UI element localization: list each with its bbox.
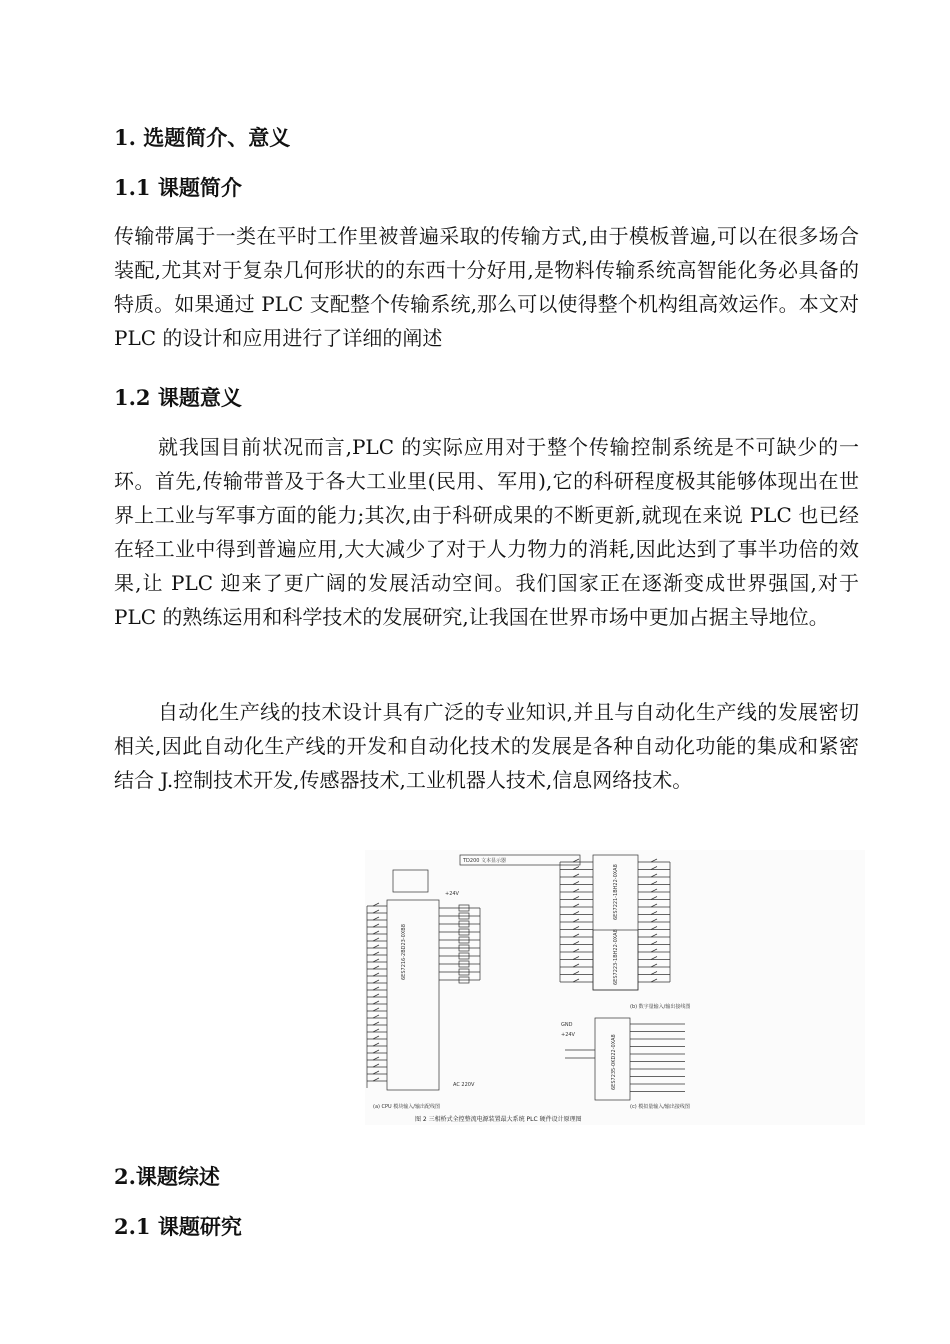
section-1-1-heading: 1.1 课题简介: [114, 175, 242, 200]
section-2-1-heading: 2.1 课题研究: [114, 1214, 242, 1239]
section-1-1-paragraph: 传输带属于一类在平时工作里被普遍采取的传输方式,由于模板普遍,可以在很多场合装配,尤其对于复杂几何形状的的东西十分好用,是物料传输系统高智能化务必具备的特质。如果通过 PLC 支配整个传输系统,那么可以使得整个机构组高效运作。本文对 PLC 的设计和应用进行了详细的阐述: [114, 224, 859, 350]
subfig-a-caption: (a) CPU 模块输入/输出配线图: [373, 1104, 440, 1110]
plc2-model-text: 6ES7221-1BH22-0XA8: [613, 864, 619, 920]
section-1-2-heading: 1.2 课题意义: [114, 385, 242, 410]
plc-wiring-diagram: [365, 850, 865, 1125]
plc1-model-text: 6ES7216-2BD23-0XB8: [401, 924, 407, 980]
section-1-heading: 1. 选题简介、意义: [114, 125, 291, 150]
section-2-heading: 2.课题综述: [114, 1164, 220, 1189]
section-1-2-paragraph-2: 自动化生产线的技术设计具有广泛的专业知识,并且与自动化生产线的发展密切相关,因此自动化生产线的开发和自动化技术的发展是各种自动化功能的集成和紧密结合 J.控制技术开发,传感器技术,工业机器人技术,信息网络技术。: [114, 700, 859, 792]
analog-24v-label: +24V: [561, 1032, 575, 1038]
analog-gnd-label: GND: [561, 1022, 573, 1028]
cpu-220v-label: AC 220V: [453, 1082, 475, 1088]
subfig-c-caption: (c) 模拟量输入/输出接线图: [630, 1104, 690, 1110]
plc4-model-text: 6ES7235-0KD22-0XA8: [611, 1034, 617, 1090]
cpu-24v-label: +24V: [445, 891, 459, 897]
td200-label: TD200 文本显示器: [463, 858, 507, 864]
figure-caption: 图 2 三相桥式全控整流电源装置最大系统 PLC 硬件设计原理图: [415, 1116, 582, 1123]
subfig-b-caption: (b) 数字量输入/输出接线图: [630, 1004, 691, 1010]
section-1-2-paragraph-1: 就我国目前状况而言,PLC 的实际应用对于整个传输控制系统是不可缺少的一环。首先,传输带普及于各大工业里(民用、军用),它的科研程度极其能够体现出在世界上工业与军事方面的能力;其次,由于科研成果的不断更新,就现在来说 PLC 也已经在轻工业中得到普遍应用,大大减少了对于人力物力的消耗,因此达到了事半功倍的效果,让 PLC 迎来了更广阔的发展活动空间。我们国家正在逐渐变成世界强国,对于 PLC 的熟练运用和科学技术的发展研究,让我国在世界市场中更加占据主导地位。: [114, 435, 859, 629]
plc3-model-text: 6ES7223-1BH22-0XA8: [613, 929, 619, 985]
